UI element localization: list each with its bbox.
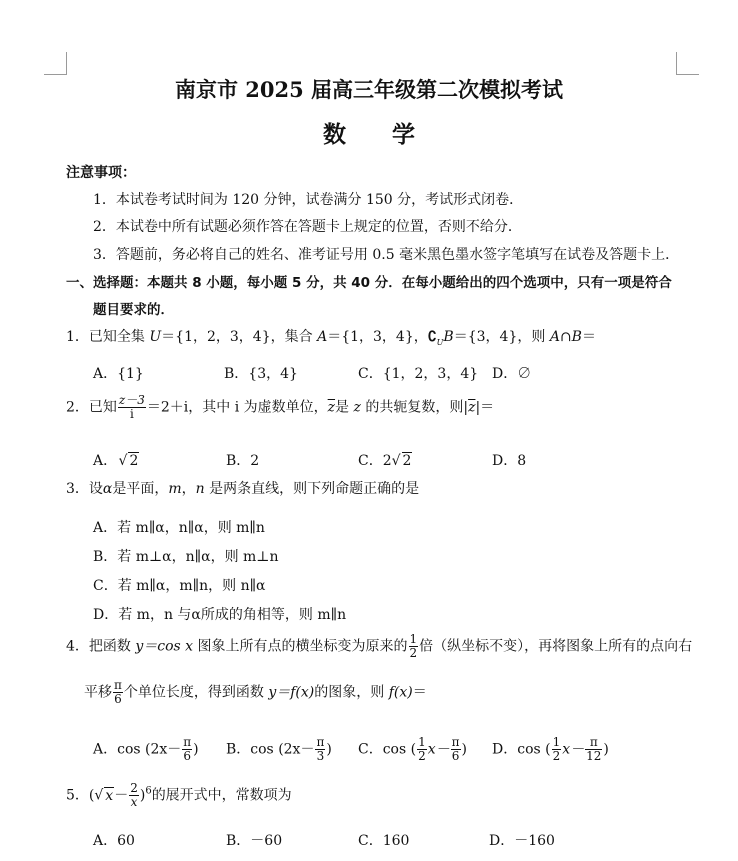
exam-title: 南京市 2025 届高三年级第二次模拟考试: [174, 77, 564, 102]
question-1-stem: 1．已知全集 U＝{1，2，3，4}，集合 A＝{1，3，4}，$∁_UB=\{3$，4}，则 A∩B＝: [66, 329, 596, 347]
question-2-option-b[interactable]: B．2: [226, 453, 260, 469]
question-1-option-a[interactable]: A．{1}: [93, 366, 144, 382]
crop-mark-top-left: [44, 52, 67, 75]
question-3-stem: 3．设α是平面，m，n 是两条直线，则下列命题正确的是: [66, 481, 420, 497]
question-4-stem-line2: 平移 $\frac{\pi}{6}$ 个单位长度，得到函数 y＝f(x)的图象，则 f(x)＝: [84, 678, 427, 706]
question-2-stem: 2．已知 $\frac{z-3}{i}$ ＝2＋i，其中 i 为虚数单位，$\overline{z}$是 z 的共轭复数，则$|\overline{z}|=$: [66, 393, 495, 421]
question-2-option-c[interactable]: C．2√ 2: [358, 453, 412, 469]
question-1-option-c[interactable]: C．{1，2，3，4}: [358, 366, 479, 382]
section-heading-line1: 一、选择题：本题共 8 小题，每小题 5 分，共 40 分．在每小题给出的四个选项中，只有一项是符合: [66, 275, 672, 291]
question-3-option-a[interactable]: A．若 m∥α，n∥α，则 m∥n: [93, 520, 265, 536]
question-1-option-b[interactable]: B．{3，4}: [224, 366, 298, 382]
question-4-option-a[interactable]: A．cos (2x－ $\frac{\pi}{6}$ ): [93, 735, 199, 763]
section-heading-line2: 题目要求的．: [93, 302, 174, 318]
notice-item-3: 3．答题前，务必将自己的姓名、准考证号用 0.5 毫米黑色墨水签字笔填写在试卷及答题卡上．: [93, 247, 680, 263]
question-5-option-b[interactable]: B．－60: [226, 833, 283, 849]
question-3-option-d[interactable]: D．若 m，n 与α所成的角相等，则 m∥n: [93, 607, 347, 623]
question-1-option-d[interactable]: D．∅: [492, 366, 532, 382]
question-4-option-d[interactable]: D．cos ( $\frac{1}{2}$ x－ $\frac{\pi}{12}$ ): [492, 735, 609, 763]
crop-mark-top-right: [676, 52, 699, 75]
notice-item-1: 1．本试卷考试时间为 120 分钟，试卷满分 150 分，考试形式闭卷．: [93, 192, 524, 208]
question-3-option-b[interactable]: B．若 m⊥α，n∥α，则 m⊥n: [93, 549, 279, 565]
question-5-option-c[interactable]: C．160: [358, 833, 410, 849]
question-2-fraction: $\frac{z-3}{i}$: [118, 393, 145, 421]
question-4-stem-line1: 4．把函数 y＝cos x 图象上所有点的横坐标变为原来的 $\frac{1}{2}$ 倍（纵坐标不变），再将图象上所有的点向右: [66, 632, 693, 660]
question-5-option-a[interactable]: A．60: [93, 833, 135, 849]
question-5-stem: 5．(√ x－ $\frac{2}{x}$ )$^6$的展开式中，常数项为: [66, 781, 292, 809]
question-5-option-d[interactable]: D．－160: [489, 833, 555, 849]
question-2-option-d[interactable]: D．8: [492, 453, 527, 469]
question-4-option-c[interactable]: C．cos ( $\frac{1}{2}$ x－ $\frac{\pi}{6}$ ): [358, 735, 467, 763]
question-3-option-c[interactable]: C．若 m∥α，m∥n，则 n∥α: [93, 578, 266, 594]
notice-item-2: 2．本试卷中所有试题必须作答在答题卡上规定的位置，否则不给分．: [93, 219, 522, 235]
notice-heading: 注意事项：: [66, 165, 136, 181]
question-4-option-b[interactable]: B．cos (2x－ $\frac{\pi}{3}$ ): [226, 735, 332, 763]
question-2-option-a[interactable]: A． √ 2: [93, 453, 139, 469]
subject-title: 数 学: [323, 121, 415, 148]
